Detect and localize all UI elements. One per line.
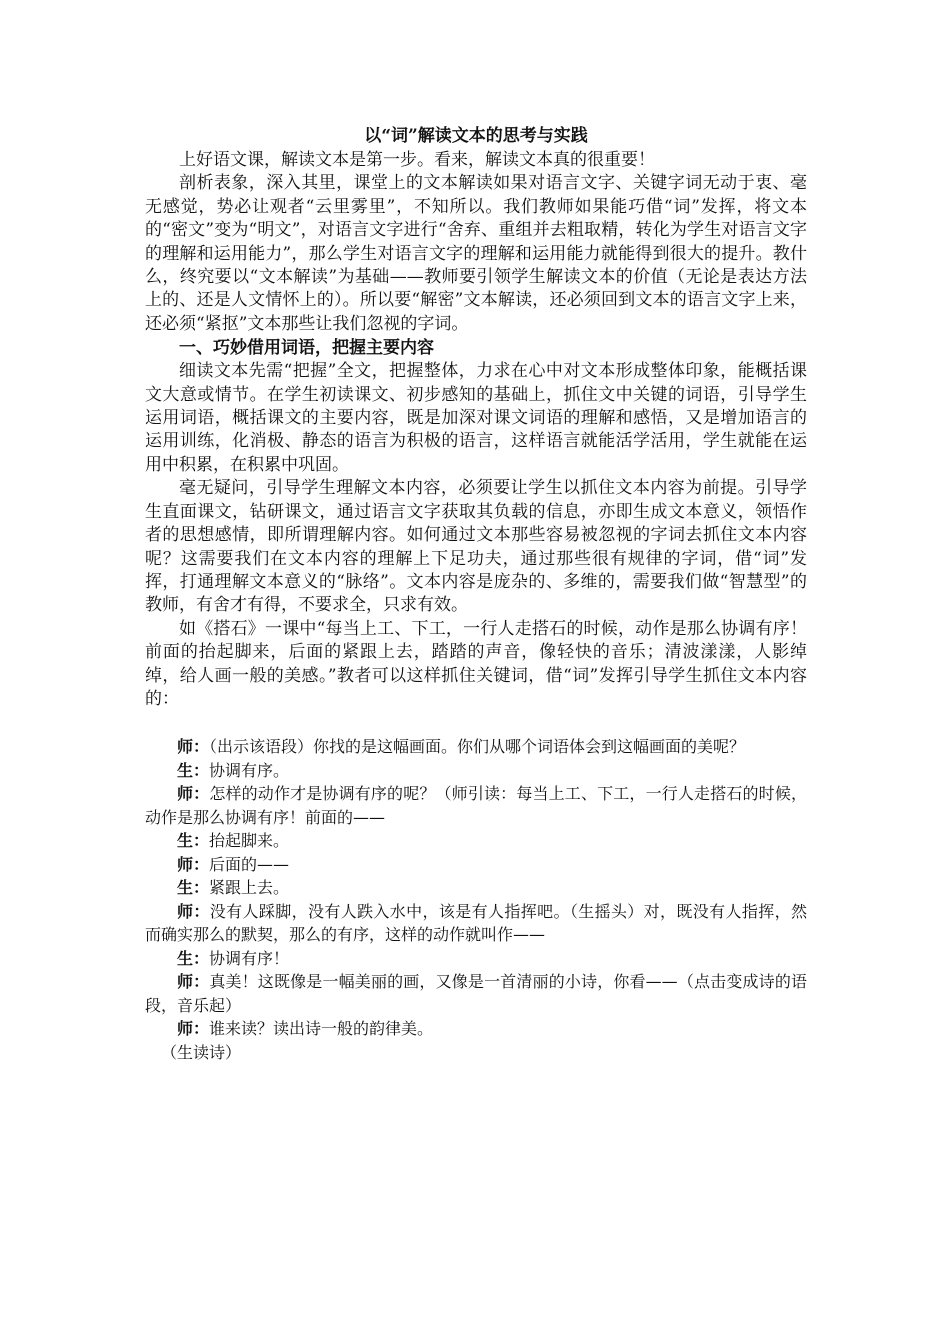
dialogue-line (145, 1017, 807, 1041)
dialogue-text: 没有人踩脚，没有人跌入水中，该是有人指挥吧。（生摇头）对，既没有人指挥，然而确实那么的默契，那么的有序，这样的动作就叫作—— (145, 901, 807, 945)
speaker-label: 师： (177, 784, 210, 804)
speaker-label: 师： (177, 854, 210, 874)
dialogue-line (145, 876, 807, 900)
dialogue-line (145, 782, 807, 829)
speaker-label: 师： (177, 901, 210, 921)
speaker-label: 生： (177, 948, 210, 968)
dialogue-line (145, 759, 807, 783)
dialogue-text: 紧跟上去。 (209, 878, 290, 898)
dialogue-line (145, 970, 807, 1017)
speaker-label: 生： (177, 831, 210, 851)
section-heading: 一、巧妙借用词语，把握主要内容 (179, 338, 434, 359)
document-page (145, 124, 807, 1064)
speaker-label: 师： (177, 972, 210, 992)
dialogue-text: 谁来读？读出诗一般的韵律美。 (209, 1019, 434, 1039)
body-paragraph: 剖析表象，深入其里，课堂上的文本解读如果对语言文字、关键字词无动于衷、毫无感觉，势必让观者“云里雾里”，不知所以。我们教师如果能巧借“词”发挥，将文本的“密文”变为“明文”，对语言文字进行“舍弃、重组并去粗取精，转化为学生对语言文字的理解和运用能力”，那么学生对语言文字的理解和运用能力就能得到很大的提升。教什么，终究要以“文本解读”为基础——教师要引领学生解读文本的价值（无论是表达方法上的、还是人文情怀上的）。所以要“解密”文本解读，还必须回到文本的语言文字上来，还必须“紧抠”文本那些让我们忽视的字词。 (145, 173, 807, 334)
dialogue-text: 怎样的动作才是协调有序的呢？（师引读：每当上工、下工，一行人走搭石的时候，动作是那么协调有序！前面的—— (145, 784, 807, 827)
dialogue-line (145, 735, 807, 759)
speaker-label: 生： (177, 760, 210, 780)
section-paragraph: 细读文本先需“把握”全文，把握整体，力求在心中对文本形成整体印象，能概括课文大意或情节。在学生初读课文、初步感知的基础上，抓住文中关键的词语，引导学生运用词语，概括课文的主要内容，既是加深对课文词语的理解和感悟，又是增加语言的运用训练，化消极、静态的语言为积极的语言，这样语言就能活学活用，学生就能在运用中积累，在积累中巩固。 (145, 361, 807, 475)
dialogue-line (145, 829, 807, 853)
dialogue-text: （出示该语段）你找的是这幅画面。你们从哪个词语体会到这幅画面的美呢？ (209, 737, 746, 757)
section-paragraph: 如《搭石》一课中“每当上工、下工，一行人走搭石的时候，动作是那么协调有序！前面的抬起脚来，后面的紧跟上去，踏踏的声音，像轻快的音乐；清波漾漾，人影绰绰，给人画一般的美感。”教者可以这样抓住关键词，借“词”发挥引导学生抓住文本内容的： (145, 618, 807, 709)
dialogue-text: 协调有序！ (209, 948, 290, 968)
speaker-label: 师： (177, 1019, 210, 1039)
section-paragraph: 毫无疑问，引导学生理解文本内容，必须要让学生以抓住文本内容为前提。引导学生直面课文，钻研课文，通过语言文字获取其负载的信息，亦即生成文本意义，领悟作者的思想感情，即所谓理解内容。如何通过文本那些容易被忽视的字词去抓住文本内容呢？这需要我们在文本内容的理解上下足功夫，通过那些很有规律的字词，借“词”发挥，打通理解文本意义的“脉络”。文本内容是庞杂的、多维的，需要我们做“智慧型”的教师，有舍才有得，不要求全，只求有效。 (145, 478, 807, 616)
intro-paragraph: 上好语文课，解读文本是第一步。看来，解读文本真的很重要！ (179, 150, 655, 170)
blank-line (145, 711, 807, 735)
speaker-label: 生： (177, 878, 210, 898)
dialogue-text: 后面的—— (209, 854, 290, 874)
speaker-label: 师： (177, 737, 210, 757)
dialogue-line (145, 853, 807, 877)
dialogue-line (145, 947, 807, 971)
classroom-dialogue (145, 735, 807, 1064)
dialogue-text: 真美！这既像是一幅美丽的画，又像是一首清丽的小诗，你看——（点击变成诗的语段，音乐起） (145, 972, 807, 1015)
stage-note: （生读诗） (161, 1042, 242, 1062)
dialogue-line (145, 900, 807, 947)
document-title: 以“词”解读文本的思考与实践 (364, 126, 588, 146)
dialogue-text: 抬起脚来。 (209, 831, 290, 851)
dialogue-text: 协调有序。 (209, 760, 290, 780)
